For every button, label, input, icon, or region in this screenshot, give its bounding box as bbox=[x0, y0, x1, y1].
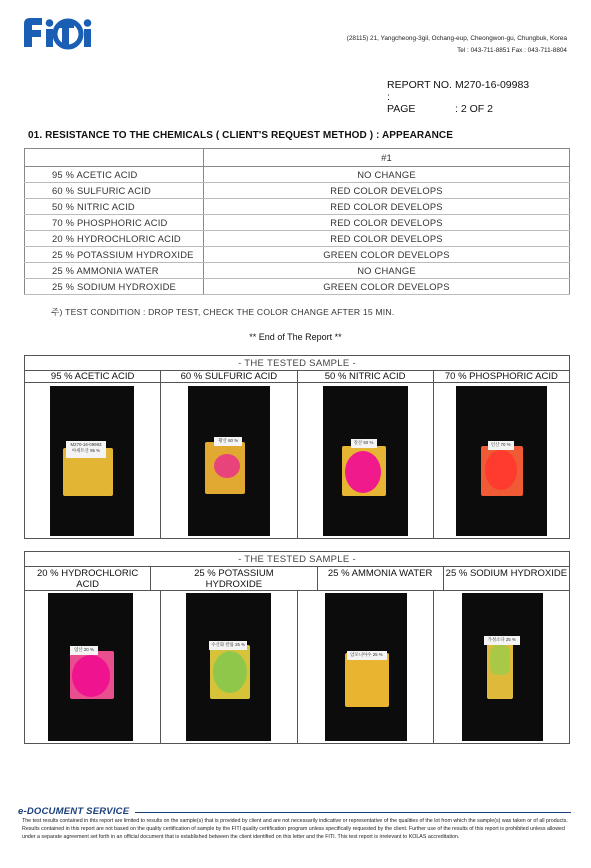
company-address bbox=[347, 33, 567, 57]
sample-cell bbox=[25, 591, 161, 743]
footer-divider bbox=[135, 812, 571, 813]
table-row bbox=[25, 215, 570, 231]
sample-panel bbox=[24, 551, 570, 744]
sample-label: 60 % SULFURIC ACID bbox=[161, 371, 297, 382]
table-row bbox=[25, 279, 570, 295]
sample-cell bbox=[161, 591, 297, 743]
sample-photo bbox=[325, 593, 407, 741]
chemical-result: RED COLOR DEVELOPS bbox=[204, 199, 570, 215]
sample-cell bbox=[434, 383, 569, 538]
footer-disclaimer: The test results contained in this report are limited to results on the sample(s) that is provided by client and are not necessarily indicative or representative of the qualities of the lot from which the sample(s) was taken or of all products. Results contained in this report are not based on the quality certification of sample by the FITI quality certification program unless specifically requested by the client. Further use of the results of this report is prohibited unless allowed under a separate agreement set forth in an official document that is established between the client identified on this letter and the FITI. This test report is irrelevant to KOLAS accreditation. bbox=[22, 818, 568, 841]
color-spot bbox=[213, 651, 247, 693]
sample-panel-title: - THE TESTED SAMPLE - bbox=[25, 356, 569, 371]
color-spot bbox=[490, 645, 510, 675]
column-header: #1 bbox=[204, 149, 570, 167]
table-row bbox=[25, 231, 570, 247]
test-condition: 주) TEST CONDITION : DROP TEST, CHECK THE COLOR CHANGE AFTER 15 MIN. bbox=[51, 307, 395, 317]
chemical-name: 50 % NITRIC ACID bbox=[25, 199, 204, 215]
chemical-name: 25 % POTASSIUM HYDROXIDE bbox=[25, 247, 204, 263]
chemical-result: GREEN COLOR DEVELOPS bbox=[204, 247, 570, 263]
report-no-value: M270-16-09983 bbox=[455, 79, 530, 91]
sample-label: 25 % SODIUM HYDROXIDE bbox=[445, 568, 568, 579]
chemical-result: RED COLOR DEVELOPS bbox=[204, 231, 570, 247]
sample-photo bbox=[186, 593, 271, 741]
sample-photo bbox=[188, 386, 270, 536]
phone-fax-line: Tel : 043-711-8851 Fax : 043-711-8804 bbox=[457, 47, 567, 54]
chemical-name: 20 % HYDROCHLORIC ACID bbox=[25, 231, 204, 247]
chemical-name: 60 % SULFURIC ACID bbox=[25, 183, 204, 199]
sample-label: 70 % PHOSPHORIC ACID bbox=[444, 371, 558, 382]
sample-headers bbox=[25, 371, 569, 383]
report-info bbox=[387, 79, 529, 115]
sample-label: 95 % ACETIC ACID bbox=[25, 371, 161, 382]
sample-cell bbox=[298, 591, 434, 743]
address-line: (28115) 21, Yangcheong-3gil, Ochang-eup, Cheongwon-gu, Chungbuk, Korea bbox=[346, 35, 567, 42]
sample-tag: 수산화 칼륨 25 % bbox=[209, 641, 247, 650]
table-row bbox=[25, 263, 570, 279]
chemical-result: NO CHANGE bbox=[204, 263, 570, 279]
sample-label: 50 % NITRIC ACID bbox=[298, 371, 434, 382]
test-strip bbox=[345, 653, 389, 707]
chemical-name: 70 % PHOSPHORIC ACID bbox=[25, 215, 204, 231]
sample-label: 25 % POTASSIUM HYDROXIDE bbox=[151, 567, 317, 590]
sample-photo bbox=[323, 386, 408, 536]
report-no-label: REPORT NO. : bbox=[387, 79, 452, 103]
sample-tag: 암모니아수 25 % bbox=[347, 651, 387, 660]
results-table bbox=[24, 148, 570, 295]
table-row bbox=[25, 183, 570, 199]
sample-tag: 질산 50 % bbox=[351, 439, 377, 448]
end-of-report: ** End of The Report ** bbox=[249, 332, 342, 342]
table-row bbox=[25, 199, 570, 215]
sample-photos bbox=[25, 591, 569, 743]
page-label: PAGE bbox=[387, 103, 416, 115]
sample-tag: 염산 20 % bbox=[70, 646, 98, 655]
chemical-result: NO CHANGE bbox=[204, 167, 570, 183]
sample-photo bbox=[48, 593, 133, 741]
table-row bbox=[25, 247, 570, 263]
sample-photo bbox=[50, 386, 134, 536]
color-spot bbox=[485, 450, 517, 490]
chemical-name: 25 % AMMONIA WATER bbox=[25, 263, 204, 279]
table-row bbox=[25, 167, 570, 183]
sample-label: 20 % HYDROCHLORIC ACID bbox=[25, 567, 151, 590]
chemical-result: RED COLOR DEVELOPS bbox=[204, 183, 570, 199]
fiti-logo bbox=[22, 14, 122, 54]
color-spot bbox=[72, 655, 110, 697]
sample-panel-title: - THE TESTED SAMPLE - bbox=[25, 552, 569, 567]
page-value: : 2 OF 2 bbox=[455, 103, 493, 115]
sample-tag: 인산 70 % bbox=[488, 441, 514, 450]
sample-tag: M270-16-09983 아세트산 95 % bbox=[66, 441, 106, 458]
sample-panel bbox=[24, 355, 570, 539]
sample-tag: 황산 60 % bbox=[214, 437, 242, 446]
chemical-name: 95 % ACETIC ACID bbox=[25, 167, 204, 183]
sample-photo bbox=[462, 593, 543, 741]
sample-photos bbox=[25, 383, 569, 538]
sample-cell bbox=[298, 383, 434, 538]
chemical-result: GREEN COLOR DEVELOPS bbox=[204, 279, 570, 295]
sample-tag: 가성소다 25 % bbox=[484, 636, 520, 645]
color-spot bbox=[345, 451, 381, 493]
sample-cell bbox=[161, 383, 297, 538]
section-title: 01. RESISTANCE TO THE CHEMICALS ( CLIENT'S REQUEST METHOD ) : APPEARANCE bbox=[28, 130, 453, 141]
e-document-service-title: e-DOCUMENT SERVICE bbox=[18, 806, 130, 817]
sample-label: 25 % AMMONIA WATER bbox=[318, 567, 444, 590]
table-header-empty bbox=[25, 149, 204, 167]
sample-headers bbox=[25, 567, 569, 591]
sample-cell bbox=[434, 591, 569, 743]
chemical-result: RED COLOR DEVELOPS bbox=[204, 215, 570, 231]
table-header-row bbox=[25, 149, 570, 167]
sample-photo bbox=[456, 386, 547, 536]
sample-cell bbox=[25, 383, 161, 538]
chemical-name: 25 % SODIUM HYDROXIDE bbox=[25, 279, 204, 295]
